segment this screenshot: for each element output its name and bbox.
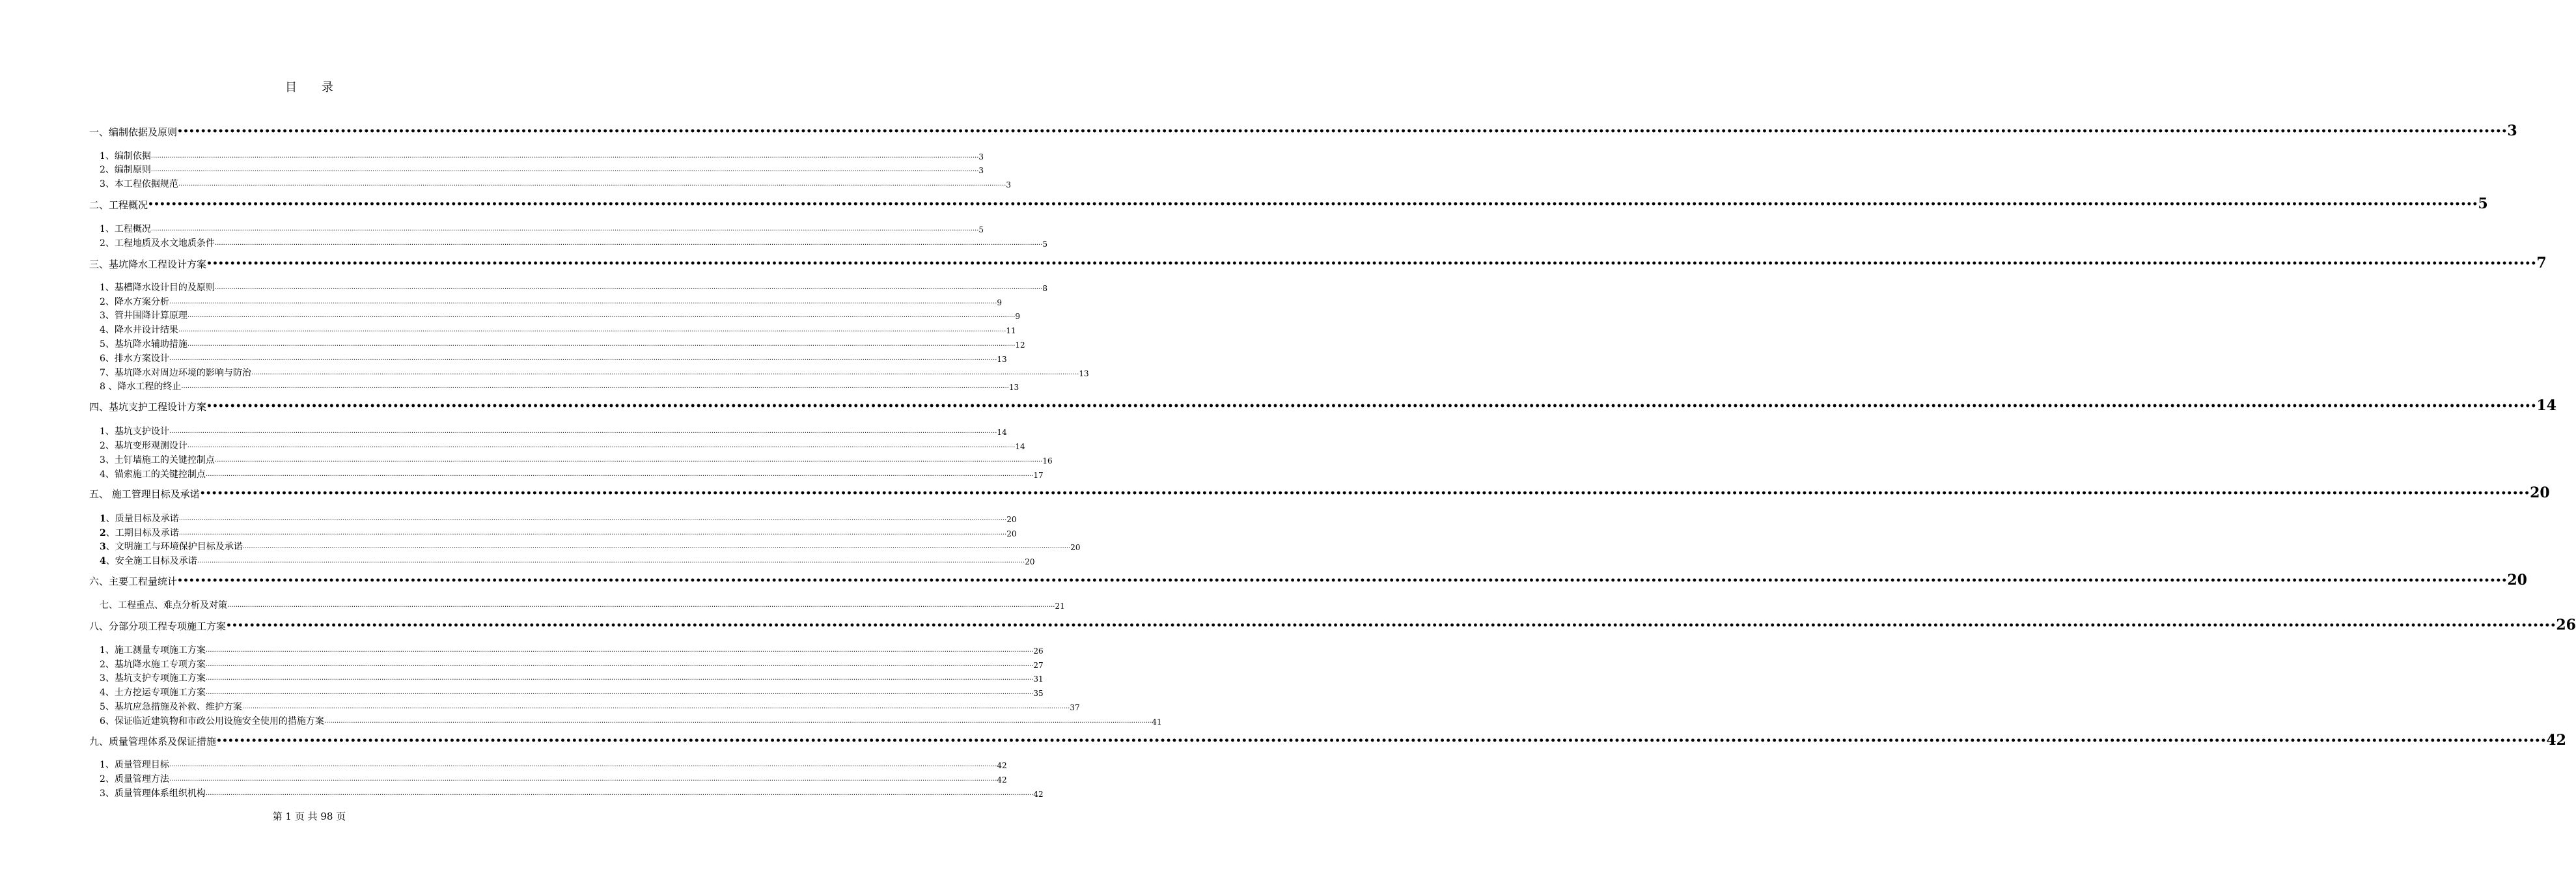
- toc-dot-leader: ................................................................................................................................................................................................................................................................................................................................................................................................................: [205, 674, 1034, 682]
- toc-entry[interactable]: [89, 671, 1044, 684]
- toc-dot-leader: ................................................................................................................................................................................................................................................................................................................................................................................................................: [169, 761, 997, 768]
- toc-label: [100, 643, 206, 656]
- toc-label-text: 、安全施工目标及承诺: [105, 556, 197, 566]
- toc-heading[interactable]: [89, 731, 2566, 749]
- toc-label-text: 1、基坑支护设计: [100, 426, 169, 437]
- toc-label-text: 六、主要工程量统计: [89, 576, 178, 587]
- toc-dot-leader: ................................................................................................................................................................................................................................................................................................................................................................................................................: [169, 428, 997, 435]
- page-footer: 第 1 页 共 98 页: [272, 811, 346, 822]
- toc-dot-leader: ................................................................................................................................................................................................................................................................................................................................................................................................................: [242, 543, 1071, 550]
- toc-dot-leader: ................................................................................................................................................................................................................................................................................................................................................................................................................: [214, 240, 1043, 247]
- toc-page-number: 14: [1015, 442, 1025, 451]
- toc-label-text: 2、降水方案分析: [100, 297, 169, 307]
- toc-label: [100, 671, 206, 684]
- toc-page-number: 42: [1033, 790, 1044, 799]
- toc-entry[interactable]: [89, 337, 1025, 350]
- toc-page-number: 20: [1025, 557, 1035, 566]
- toc-dot-leader: ................................................................................................................................................................................................................................................................................................................................................................................................................: [205, 689, 1034, 696]
- toc-page-number: 5: [1042, 240, 1048, 249]
- toc-label: [89, 198, 148, 212]
- toc-entry[interactable]: [89, 236, 1048, 249]
- toc-entry[interactable]: [89, 786, 1044, 799]
- toc-page-number: 17: [1033, 471, 1044, 480]
- toc-entry[interactable]: [89, 309, 1021, 322]
- toc-label-text: 3、质量管理体系组织机构: [100, 788, 206, 799]
- toc-page-number: 3: [978, 166, 984, 175]
- toc-label-text: 1、编制依据: [100, 151, 151, 161]
- toc-label: [100, 658, 206, 671]
- toc-page-number: 27: [1033, 661, 1044, 670]
- toc-label: [100, 554, 197, 567]
- toc-label: [100, 222, 151, 235]
- toc-label-text: 三、基坑降水工程设计方案: [89, 258, 207, 270]
- toc-entry[interactable]: [89, 163, 984, 176]
- toc-label: [89, 619, 226, 633]
- toc-label: [89, 400, 206, 413]
- toc-entry[interactable]: [89, 714, 1162, 727]
- toc-label: [100, 281, 215, 294]
- toc-dot-leader: ................................................................................................................................................................................................................................................................................................................................................................................................................: [169, 775, 997, 783]
- toc-dot-leader: ................................................................................................................................................................................................................................................................................................................................................................................................................: [150, 152, 979, 160]
- toc-dot-leader: ................................................................................................................................................................................................................................................................................................................................................................................................................: [324, 717, 1152, 725]
- toc-label: [100, 163, 151, 176]
- toc-label-text: 7、基坑降水对周边环境的影响与防治: [100, 368, 251, 378]
- toc-page-number: 3: [1006, 180, 1012, 189]
- toc-label-text: 5、基坑应急措施及补救、维护方案: [100, 702, 242, 712]
- toc-dot-leader: ................................................................................................................................................................................................................................................................................................................................................................................................................: [227, 602, 1055, 609]
- toc-page-number: 14: [2536, 397, 2556, 414]
- toc-dot-leader: ................................................................................................................................................................................................................................................................................................................................................................................................................: [242, 703, 1070, 710]
- toc-page-number: 20: [1006, 529, 1017, 538]
- toc-entry[interactable]: [89, 554, 1035, 567]
- toc-dot-leader: ••••••••••••••••••••••••••••••••••••••••••••••••••••••••••••••••••••••••••••••••••••••••••••••••••••••••••••••••••••••••••••••••••••••••••••••••••••••••••••••••••••••••••••••••••••••••••••••••••••••••••••••••••••••••••••••••••••••••••••••••••••••••••••••••••••••••••••••••••••••••••••••••••••••••••••••••••••••••••••••••••••••••••••••••••••••••••••••••••••••••••••••••••••••••••••••••••••••••••••••••: [216, 736, 2547, 746]
- toc-label: [100, 236, 215, 249]
- toc-heading[interactable]: [89, 254, 2547, 271]
- page-title: [0, 78, 618, 95]
- toc-entry[interactable]: [89, 512, 1017, 525]
- toc-page-number: 9: [997, 298, 1003, 307]
- toc-entry[interactable]: [89, 658, 1044, 671]
- toc-dot-leader: ................................................................................................................................................................................................................................................................................................................................................................................................................: [205, 471, 1034, 478]
- toc-entry[interactable]: [89, 598, 1065, 611]
- toc-label: [100, 540, 243, 553]
- toc-label-text: 七、工程重点、难点分析及对策: [100, 600, 227, 611]
- toc-dot-leader: ••••••••••••••••••••••••••••••••••••••••••••••••••••••••••••••••••••••••••••••••••••••••••••••••••••••••••••••••••••••••••••••••••••••••••••••••••••••••••••••••••••••••••••••••••••••••••••••••••••••••••••••••••••••••••••••••••••••••••••••••••••••••••••••••••••••••••••••••••••••••••••••••••••••••••••••••••••••••••••••••••••••••••••••••••••••••••••••••••••••••••••••••••••••••••••••••••••••••••••••••: [177, 126, 2508, 137]
- toc-page-number: 42: [997, 775, 1007, 785]
- toc-page-number: 14: [997, 428, 1007, 437]
- toc-dot-leader: ••••••••••••••••••••••••••••••••••••••••••••••••••••••••••••••••••••••••••••••••••••••••••••••••••••••••••••••••••••••••••••••••••••••••••••••••••••••••••••••••••••••••••••••••••••••••••••••••••••••••••••••••••••••••••••••••••••••••••••••••••••••••••••••••••••••••••••••••••••••••••••••••••••••••••••••••••••••••••••••••••••••••••••••••••••••••••••••••••••••••••••••••••••••••••••••••••••••••••••••••: [148, 199, 2478, 210]
- toc-page-number: 21: [1055, 602, 1065, 611]
- toc-entry[interactable]: [89, 281, 1048, 294]
- toc-page-number: 42: [997, 761, 1007, 770]
- toc-dot-leader: ................................................................................................................................................................................................................................................................................................................................................................................................................: [181, 383, 1009, 390]
- toc-page-number: 12: [1015, 340, 1025, 350]
- toc-label-text: 四、基坑支护工程设计方案: [89, 401, 207, 413]
- toc-page-number: 7: [2536, 255, 2547, 271]
- toc-heading[interactable]: [89, 571, 2527, 589]
- toc-label: [100, 439, 187, 452]
- toc-label: [89, 487, 200, 501]
- toc-page-number: 3: [2507, 122, 2517, 139]
- toc-label: [89, 574, 177, 588]
- toc-entry[interactable]: [89, 424, 1007, 438]
- toc-label: [100, 323, 178, 336]
- toc-page-number: 5: [2478, 195, 2488, 212]
- toc-label-text: 、质量目标及承诺: [105, 514, 179, 524]
- toc-label-text: 4、土方挖运专项施工方案: [100, 688, 206, 698]
- toc-label-text: 1、工程概况: [100, 224, 151, 234]
- toc-label-text: 1、基槽降水设计目的及原则: [100, 283, 215, 293]
- toc-dot-leader: ................................................................................................................................................................................................................................................................................................................................................................................................................: [205, 790, 1034, 797]
- toc-label-text: 2、工程地质及水文地质条件: [100, 238, 215, 249]
- toc-label: [100, 380, 181, 393]
- toc-label: [100, 598, 227, 611]
- toc-dot-leader: ••••••••••••••••••••••••••••••••••••••••••••••••••••••••••••••••••••••••••••••••••••••••••••••••••••••••••••••••••••••••••••••••••••••••••••••••••••••••••••••••••••••••••••••••••••••••••••••••••••••••••••••••••••••••••••••••••••••••••••••••••••••••••••••••••••••••••••••••••••••••••••••••••••••••••••••••••••••••••••••••••••••••••••••••••••••••••••••••••••••••••••••••••••••••••••••••••••••••••••••••: [226, 620, 2556, 631]
- toc-label: [100, 352, 169, 365]
- toc-number: 3: [100, 542, 106, 552]
- toc-number: 2: [100, 528, 106, 538]
- toc-page-number: 26: [2556, 617, 2576, 633]
- toc-page-number: 13: [1008, 383, 1019, 392]
- toc-heading[interactable]: [89, 484, 2550, 501]
- toc-heading[interactable]: [89, 122, 2517, 139]
- toc-label: [100, 512, 179, 525]
- toc-label: [100, 758, 169, 771]
- toc-label-text: 4、锚索施工的关键控制点: [100, 469, 206, 480]
- toc-label-text: 2、质量管理方法: [100, 774, 169, 785]
- title-char-2: 录: [322, 81, 333, 94]
- toc-page-number: 13: [997, 355, 1007, 364]
- toc-label-text: 八、分部分项工程专项施工方案: [89, 620, 227, 632]
- toc-label: [100, 149, 151, 162]
- toc-entry[interactable]: [89, 758, 1007, 771]
- toc-dot-leader: ................................................................................................................................................................................................................................................................................................................................................................................................................: [197, 557, 1025, 564]
- title-char-1: 目: [285, 81, 297, 94]
- toc-label: [100, 772, 169, 785]
- toc-entry[interactable]: [89, 149, 984, 162]
- toc-dot-leader: ••••••••••••••••••••••••••••••••••••••••••••••••••••••••••••••••••••••••••••••••••••••••••••••••••••••••••••••••••••••••••••••••••••••••••••••••••••••••••••••••••••••••••••••••••••••••••••••••••••••••••••••••••••••••••••••••••••••••••••••••••••••••••••••••••••••••••••••••••••••••••••••••••••••••••••••••••••••••••••••••••••••••••••••••••••••••••••••••••••••••••••••••••••••••••••••••••••••••••••••••: [206, 258, 2537, 269]
- toc-label-text: 、文明施工与环境保护目标及承诺: [105, 542, 243, 552]
- toc-label-text: 1、施工测量专项施工方案: [100, 645, 206, 656]
- toc-page-number: 16: [1042, 456, 1053, 465]
- toc-entry[interactable]: [89, 352, 1007, 365]
- toc-label: [100, 366, 251, 379]
- toc-label: [100, 295, 169, 308]
- toc-entry[interactable]: [89, 222, 984, 235]
- toc-label: [100, 309, 187, 322]
- toc-page-number: 37: [1070, 703, 1080, 712]
- toc-page-number: 8: [1042, 284, 1048, 293]
- toc-dot-leader: ................................................................................................................................................................................................................................................................................................................................................................................................................: [187, 442, 1016, 449]
- toc-label-text: 4、降水井设计结果: [100, 325, 178, 335]
- toc-page-number: 9: [1015, 312, 1021, 321]
- toc-label-text: 5、基坑降水辅助措施: [100, 339, 187, 350]
- toc-page-number: 26: [1033, 646, 1044, 656]
- toc-label: [89, 734, 216, 748]
- toc-heading[interactable]: [89, 616, 2576, 633]
- toc-dot-leader: ................................................................................................................................................................................................................................................................................................................................................................................................................: [214, 284, 1043, 291]
- toc-page-number: 31: [1033, 674, 1044, 684]
- toc-label-text: 、工期目标及承诺: [105, 528, 179, 538]
- toc-dot-leader: ................................................................................................................................................................................................................................................................................................................................................................................................................: [150, 166, 979, 173]
- toc-label-text: 6、保证临近建筑物和市政公用设施安全使用的措施方案: [100, 716, 324, 727]
- toc-number: 1: [100, 514, 106, 524]
- toc-label: [100, 177, 178, 190]
- toc-label-text: 九、质量管理体系及保证措施: [89, 736, 217, 747]
- toc-dot-leader: ................................................................................................................................................................................................................................................................................................................................................................................................................: [169, 298, 997, 305]
- toc-entry[interactable]: [89, 323, 1016, 336]
- toc-label: [100, 686, 206, 699]
- toc-label: [89, 125, 177, 139]
- toc-dot-leader: ................................................................................................................................................................................................................................................................................................................................................................................................................: [150, 225, 979, 232]
- toc-label-text: 五、 施工管理目标及承诺: [89, 488, 200, 500]
- toc-dot-leader: ................................................................................................................................................................................................................................................................................................................................................................................................................: [214, 456, 1043, 464]
- toc-label-text: 2、基坑变形观测设计: [100, 441, 187, 451]
- toc-dot-leader: ................................................................................................................................................................................................................................................................................................................................................................................................................: [178, 515, 1007, 522]
- toc-entry[interactable]: [89, 643, 1044, 656]
- toc-page-number: 41: [1152, 717, 1162, 727]
- toc-page-number: 20: [1006, 515, 1017, 524]
- toc-dot-leader: ................................................................................................................................................................................................................................................................................................................................................................................................................: [169, 355, 997, 362]
- toc-page-number: 20: [2507, 572, 2527, 589]
- toc-dot-leader: ••••••••••••••••••••••••••••••••••••••••••••••••••••••••••••••••••••••••••••••••••••••••••••••••••••••••••••••••••••••••••••••••••••••••••••••••••••••••••••••••••••••••••••••••••••••••••••••••••••••••••••••••••••••••••••••••••••••••••••••••••••••••••••••••••••••••••••••••••••••••••••••••••••••••••••••••••••••••••••••••••••••••••••••••••••••••••••••••••••••••••••••••••••••••••••••••••••••••••••••••: [177, 576, 2508, 586]
- toc-page-number: 42: [2546, 732, 2566, 749]
- toc-dot-leader: ••••••••••••••••••••••••••••••••••••••••••••••••••••••••••••••••••••••••••••••••••••••••••••••••••••••••••••••••••••••••••••••••••••••••••••••••••••••••••••••••••••••••••••••••••••••••••••••••••••••••••••••••••••••••••••••••••••••••••••••••••••••••••••••••••••••••••••••••••••••••••••••••••••••••••••••••••••••••••••••••••••••••••••••••••••••••••••••••••••••••••••••••••••••••••••••••••••••••••••••••: [199, 488, 2530, 499]
- toc-dot-leader: ••••••••••••••••••••••••••••••••••••••••••••••••••••••••••••••••••••••••••••••••••••••••••••••••••••••••••••••••••••••••••••••••••••••••••••••••••••••••••••••••••••••••••••••••••••••••••••••••••••••••••••••••••••••••••••••••••••••••••••••••••••••••••••••••••••••••••••••••••••••••••••••••••••••••••••••••••••••••••••••••••••••••••••••••••••••••••••••••••••••••••••••••••••••••••••••••••••••••••••••••: [206, 401, 2537, 411]
- toc-entry[interactable]: [89, 380, 1019, 393]
- toc-label-text: 3、土钉墙施工的关键控制点: [100, 455, 215, 465]
- toc-number: 4: [100, 556, 106, 566]
- toc-label-text: 2、基坑降水施工专项方案: [100, 660, 206, 670]
- toc-page-number: 20: [1070, 543, 1081, 552]
- toc-dot-leader: ................................................................................................................................................................................................................................................................................................................................................................................................................: [251, 369, 1079, 376]
- toc-label: [100, 786, 206, 799]
- toc-dot-leader: ................................................................................................................................................................................................................................................................................................................................................................................................................: [205, 646, 1034, 654]
- toc-label: [100, 526, 179, 539]
- toc-entry[interactable]: [89, 177, 1012, 190]
- toc-label: [100, 337, 187, 350]
- toc-label-text: 2、编制原则: [100, 165, 151, 175]
- toc-page-number: 5: [978, 225, 984, 234]
- toc-dot-leader: ................................................................................................................................................................................................................................................................................................................................................................................................................: [187, 340, 1016, 348]
- toc-label: [100, 700, 242, 713]
- toc-dot-leader: ................................................................................................................................................................................................................................................................................................................................................................................................................: [178, 180, 1006, 188]
- toc-entry[interactable]: [89, 526, 1017, 539]
- toc-label-text: 二、工程概况: [89, 199, 148, 211]
- toc-page-number: 13: [1079, 369, 1089, 378]
- toc-label: [100, 453, 215, 466]
- toc-entry[interactable]: [89, 540, 1081, 553]
- toc-label: [100, 424, 169, 438]
- toc-dot-leader: ................................................................................................................................................................................................................................................................................................................................................................................................................: [178, 326, 1006, 333]
- toc-entry[interactable]: [89, 453, 1053, 466]
- toc-entry[interactable]: [89, 686, 1044, 699]
- toc-label-text: 3、基坑支护专项施工方案: [100, 673, 206, 684]
- toc-heading[interactable]: [89, 396, 2556, 414]
- toc-page-number: 3: [978, 152, 984, 161]
- toc-page-number: 35: [1033, 689, 1044, 698]
- toc-label-text: 6、排水方案设计: [100, 354, 169, 364]
- toc-page-number: 20: [2530, 484, 2550, 501]
- toc-dot-leader: ................................................................................................................................................................................................................................................................................................................................................................................................................: [178, 529, 1007, 536]
- toc-label-text: 3、管井围降计算原理: [100, 311, 187, 321]
- toc-label: [89, 257, 206, 271]
- toc-dot-leader: ................................................................................................................................................................................................................................................................................................................................................................................................................: [205, 661, 1034, 668]
- toc-entry[interactable]: [89, 366, 1089, 379]
- toc-page-number: 11: [1006, 326, 1016, 335]
- toc-label-text: 8 、降水工程的终止: [100, 382, 182, 392]
- toc-entry[interactable]: [89, 439, 1025, 452]
- toc-label-text: 一、编制依据及原则: [89, 126, 178, 138]
- toc-entry[interactable]: [89, 467, 1044, 480]
- toc-entry[interactable]: [89, 700, 1080, 713]
- toc-dot-leader: ................................................................................................................................................................................................................................................................................................................................................................................................................: [187, 312, 1016, 319]
- toc-label-text: 1、质量管理目标: [100, 760, 169, 770]
- toc-entry[interactable]: [89, 295, 1003, 308]
- toc-heading[interactable]: [89, 195, 2488, 212]
- toc-entry[interactable]: [89, 772, 1007, 785]
- toc-label-text: 3、本工程依据规范: [100, 179, 178, 189]
- toc-label: [100, 714, 324, 727]
- toc-label: [100, 467, 206, 480]
